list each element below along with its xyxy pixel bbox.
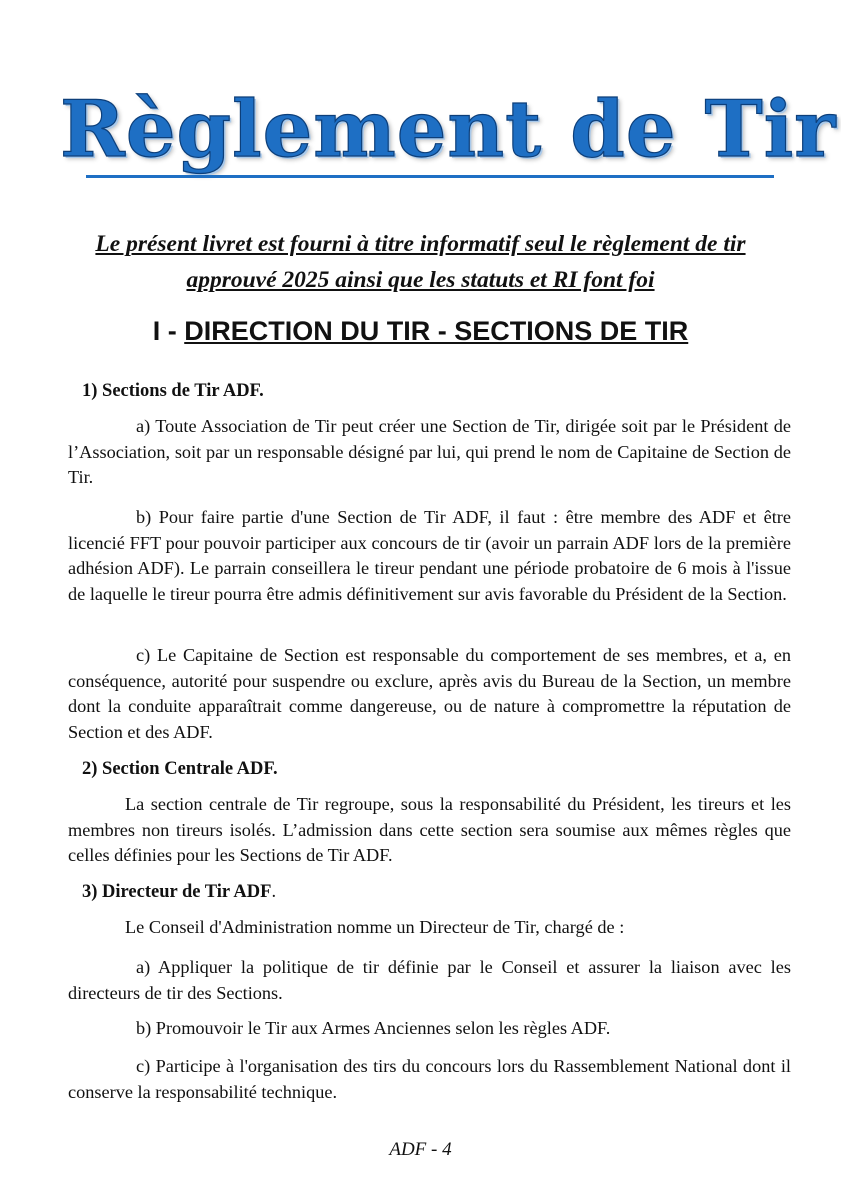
page-number: ADF - 4 bbox=[389, 1139, 452, 1160]
section-3-heading-period: . bbox=[271, 882, 277, 902]
document-title: Règlement de Tir bbox=[60, 84, 837, 175]
chapter-heading bbox=[50, 313, 791, 349]
paragraph-3b: b) Promouvoir le Tir aux Armes Anciennes selon les règles ADF. bbox=[136, 1018, 611, 1038]
section-heading-directeur-de-tir bbox=[82, 880, 276, 904]
section-heading-section-centrale: 2) Section Centrale ADF. bbox=[82, 759, 278, 779]
section-heading-sections-de-tir: 1) Sections de Tir ADF. bbox=[82, 381, 264, 401]
paragraph-1b: b) Pour faire partie d'une Section de Tir ADF, il faut : être membre des ADF et être licencié FFT pour pouvoir participer aux concours de tir (avoir un parrain ADF lors de la première adhésion ADF). Le parrain conseillera le tireur pendant une période probatoire de 6 mois à l'issue de laquelle le tireur pourra être admis définitivement sur avis favorable du Président de la Section. bbox=[68, 507, 791, 604]
paragraph-2: La section centrale de Tir regroupe, sous la responsabilité du Président, les tireurs et les membres non tireurs isolés. L’admission dans cette section sera soumise aux mêmes règles que celles définies pour les Sections de Tir ADF. bbox=[68, 794, 791, 865]
title-underline bbox=[86, 175, 774, 178]
disclaimer-notice: Le présent livret est fourni à titre informatif seul le règlement de tir approuvé 2025 ainsi que les statuts et RI font foi bbox=[95, 231, 746, 293]
paragraph-1a: a) Toute Association de Tir peut créer une Section de Tir, dirigée soit par le Président de l’Association, soit par un responsable désigné par lui, qui prend le nom de Capitaine de Section de Tir. bbox=[68, 416, 791, 487]
paragraph-3a: a) Appliquer la politique de tir définie par le Conseil et assurer la liaison avec les directeurs de tir des Sections. bbox=[68, 957, 791, 1003]
chapter-title: DIRECTION DU TIR - SECTIONS DE TIR bbox=[184, 316, 689, 346]
paragraph-3-intro: Le Conseil d'Administration nomme un Directeur de Tir, chargé de : bbox=[125, 917, 625, 937]
chapter-number: I - bbox=[152, 316, 185, 346]
paragraph-3c: c) Participe à l'organisation des tirs du concours lors du Rassemblement National dont il conserve la responsabilité technique. bbox=[68, 1056, 791, 1102]
paragraph-1c: c) Le Capitaine de Section est responsable du comportement de ses membres, et a, en conséquence, autorité pour suspendre ou exclure, après avis du Bureau de la Section, un membre dont la conduite apparaîtrait comme dangereuse, ou de nature à compromettre la réputation de Section et des ADF. bbox=[68, 645, 791, 742]
section-3-heading-text: 3) Directeur de Tir ADF bbox=[82, 882, 272, 902]
